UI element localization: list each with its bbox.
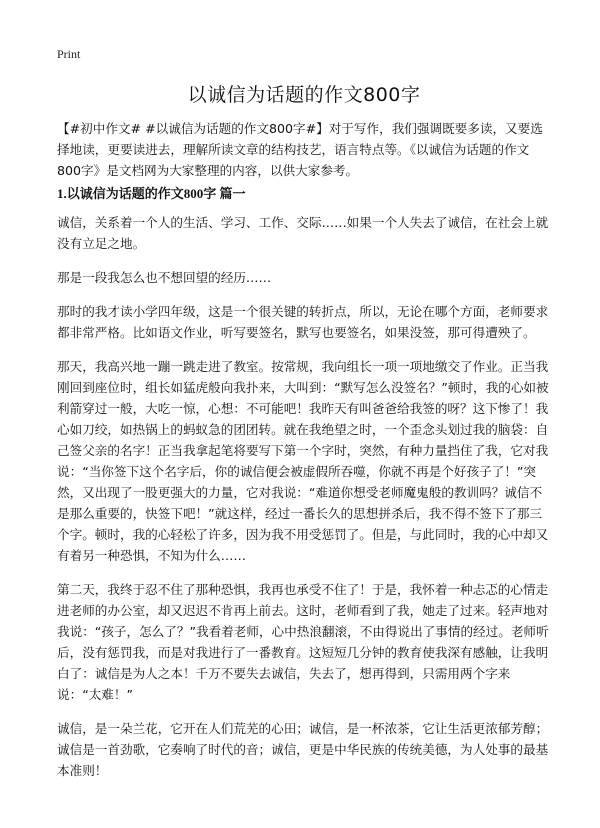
print-label[interactable]: Print: [57, 47, 81, 61]
paragraph-3: 那时的我才读小学四年级，这是一个很关键的转折点，所以，无论在哪个方面，老师要求都非常严格。比如语文作业，听写要签名，默写也要签名，如果没签，那可得遭殃了。: [57, 304, 549, 340]
page-title: 以诚信为话题的作文800字: [187, 84, 421, 106]
article-body: [57, 212, 551, 794]
paragraph-6: 诚信，是一朵兰花，它开在人们荒芜的心田；诚信，是一杯浓茶，它让生活更浓郁芳醇；诚信是一首劲歌，它奏响了时代的音；诚信，更是中华民族的传统美德，为人处事的最基本准则！: [57, 721, 549, 778]
paragraph-5: 第二天，我终于忍不住了那种恐惧，我再也承受不住了！于是，我怀着一种忐忑的心情走进老师的办公室，却又迟迟不肯再上前去。这时，老师看到了我，她走了过来。轻声地对我说：“孩子，怎么了？”我看着老师，心中热浪翻滚，不由得说出了事情的经过。老师听后，没有惩罚我，而是对我进行了一番教育。这短短几分钟的教育使我深有感触，让我明白了：诚信是为人之本！千万不要失去诚信，失去了，想再得到，只需用两个字来说：“太难！”: [57, 582, 549, 702]
section-heading: 1.以诚信为话题的作文800字 篇一: [57, 186, 246, 201]
paragraph-4: 那天，我高兴地一蹦一跳走进了教室。按常规，我向组长一项一项地缴交了作业。正当我刚回到座位时，组长如猛虎般向我扑来，大叫到：“默写怎么没签名？”顿时，我的心如被利箭穿过一般，大吃一惊，心想：不可能吧！我昨天有叫爸爸给我签的呀？这下惨了！我心如刀绞，如热锅上的蚂蚁急的团团转。就在我绝望之时，一个歪念头划过我的脑袋：自己签父亲的名字！正当我拿起笔将要写下第一个字时，突然，有种力量挡住了我，它对我说：“当你签下这个名字后，你的诚信便会被虚假所吞噬，你就不再是个好孩子了！”突然，又出现了一股更强大的力量，它对我说：“难道你想受老师魔鬼般的教训吗？诚信不是那么重要的，快签下吧！”就这样，经过一番长久的思想拼杀后，我不得不签下了那三个字。顿时，我的心轻松了许多，因为我不用受惩罚了。但是，与此同时，我的心中却又有着另一种恐惧，不知为什么……: [57, 359, 549, 563]
paragraph-1: 诚信，关系着一个人的生活、学习、工作、交际……如果一个人失去了诚信，在社会上就没有立足之地。: [57, 215, 549, 251]
intro-paragraph: 【#初中作文# #以诚信为话题的作文800字#】对于写作，我们强调既要多读，又要选择地读，更要读进去，理解所读文章的结构技艺，语言特点等。《以诚信为话题的作文800字》是文档网为大家整理的内容，以供大家参考。: [57, 121, 543, 178]
paragraph-2: 那是一段我怎么也不想回望的经历……: [57, 270, 272, 285]
